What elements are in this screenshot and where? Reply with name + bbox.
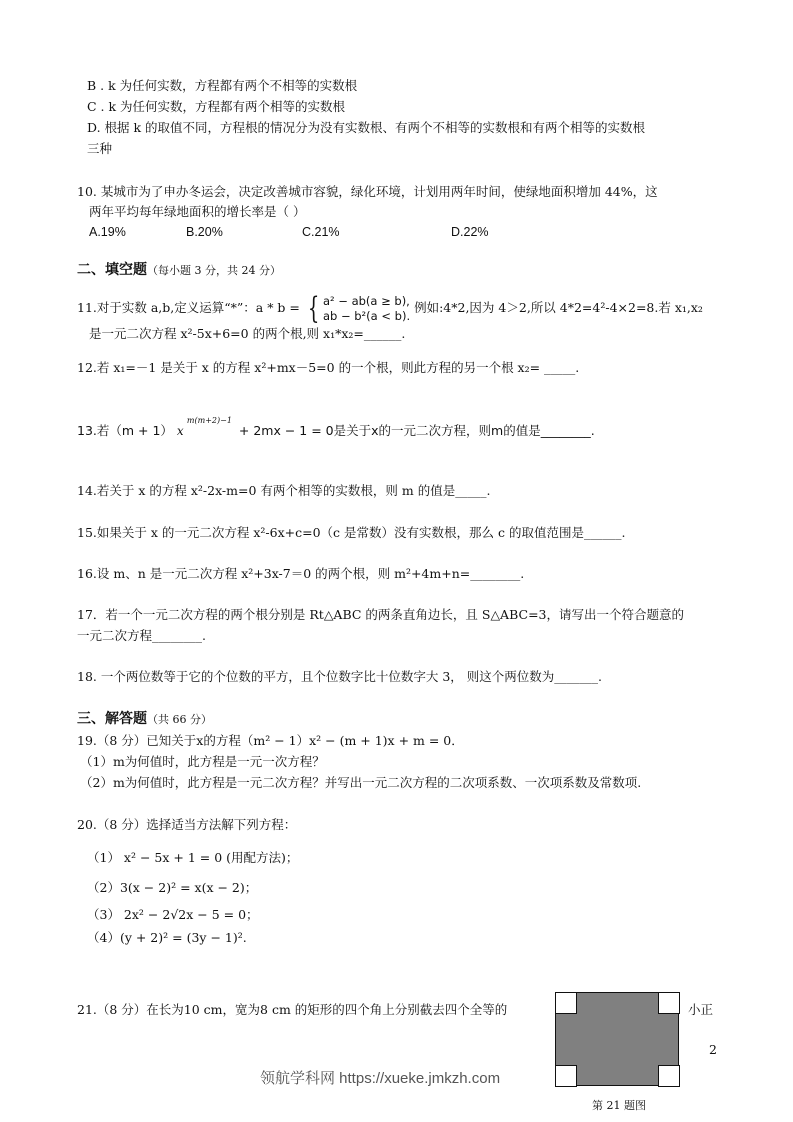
- section2-note: （每小题 3 分，共 24 分）: [147, 264, 281, 277]
- q14-text: 14.若关于 x 的方程 x²-2x-m=0 有两个相等的实数根，则 m 的值是_____.: [77, 483, 491, 498]
- q9-option-b: B . k 为任何实数，方程都有两个不相等的实数根: [87, 78, 358, 93]
- q13-prefix: 13.若（m + 1）: [77, 423, 173, 438]
- q10-option-d: D.22%: [451, 225, 489, 239]
- q15-text: 15.如果关于 x 的一元二次方程 x²-6x+c=0（c 是常数）没有实数根，那么 c 的取值范围是______.: [77, 525, 626, 540]
- q18-text: 18. 一个两位数等于它的个位数的平方，且个位数字比十位数字大 3， 则这个两位数为_______.: [77, 669, 602, 684]
- q13-base: x: [176, 424, 184, 438]
- q19-line2: （1）m为何值时，此方程是一元一次方程？: [80, 754, 325, 769]
- q21-text-tail: 小正: [688, 1002, 714, 1017]
- q20-intro: 20.（8 分）选择适当方法解下列方程：: [77, 817, 297, 832]
- q17-line2: 一元二次方程________.: [77, 628, 206, 643]
- q21-corner-top-left: [555, 992, 577, 1014]
- q13-exponent: m(m+2)−1: [186, 416, 232, 425]
- q9-option-d-line1: D. 根据 k 的取值不同，方程根的情况分为没有实数根、有两个不相等的实数根和有两个相等的实数根: [87, 120, 646, 135]
- q11-line1: [77, 291, 703, 325]
- q11-brace: {: [307, 290, 320, 326]
- q21-text: 21.（8 分）在长为10 cm，宽为8 cm 的矩形的四个角上分别截去四个全等的: [77, 1002, 508, 1017]
- section3-title: 三、解答题: [77, 711, 147, 727]
- q19-line3: （2）m为何值时，此方程是一元二次方程？并写出一元二次方程的二次项系数、一次项系数及常数项.: [80, 775, 642, 790]
- q11-line2: 是一元二次方程 x²-5x+6=0 的两个根,则 x₁*x₂=______.: [89, 326, 406, 341]
- q19-line1: 19.（8 分）已知关于x的方程（m² − 1）x² − (m + 1)x + m = 0．: [77, 733, 464, 748]
- q11-case2: ab − b²(a < b).: [322, 308, 411, 323]
- q21-corner-bottom-right: [658, 1065, 680, 1087]
- q10-option-a: A.19%: [89, 225, 126, 239]
- q9-option-c: C . k 为任何实数，方程都有两个相等的实数根: [87, 99, 346, 114]
- page-number: 2: [709, 1042, 717, 1057]
- q12-text: 12.若 x₁=－1 是关于 x 的方程 x²+mx－5=0 的一个根，则此方程的另一个根 x₂= _____.: [77, 360, 580, 375]
- q21-figure-caption: 第 21 题图: [592, 1099, 646, 1112]
- q16-text: 16.设 m、n 是一元二次方程 x²+3x-7＝0 的两个根，则 m²+4m+n=________.: [77, 566, 525, 581]
- watermark: 领航学科网 https://xueke.jmkzh.com: [260, 1070, 501, 1087]
- q21-corner-top-right: [658, 992, 680, 1014]
- q10-option-b: B.20%: [186, 225, 223, 239]
- q20-part4: （4）(y + 2)² = (3y − 1)².: [87, 930, 247, 945]
- q10-line1: 10. 某城市为了申办冬运会，决定改善城市容貌，绿化环境，计划用两年时间，使绿地面积增加 44%，这: [77, 184, 658, 199]
- q11-cases: [323, 294, 410, 324]
- section3-heading: [77, 711, 212, 728]
- q20-part1: （1） x² − 5x + 1 = 0 (用配方法)；: [87, 850, 299, 865]
- q20-part3: （3） 2x² − 2√2x − 5 = 0；: [87, 907, 259, 922]
- q11-case1: a² − ab(a ≥ b),: [322, 293, 410, 308]
- q17-line1: 17．若一个一元二次方程的两个根分别是 Rt△ABC 的两条直角边长，且 S△ABC=3，请写出一个符合题意的: [77, 607, 684, 622]
- q10-option-c: C.21%: [302, 225, 340, 239]
- q11-suffix: 例如:4*2,因为 4＞2,所以 4*2=4²-4×2=8.若 x₁,x₂: [414, 300, 703, 315]
- q11-prefix: 11.对于实数 a,b,定义运算“*”：a * b =: [77, 300, 300, 315]
- q21-corner-bottom-left: [555, 1065, 577, 1087]
- q13-line: [77, 416, 595, 439]
- section2-heading: [77, 262, 281, 279]
- q13-suffix: + 2mx − 1 = 0是关于x的一元二次方程，则m的值是________.: [238, 423, 595, 438]
- q10-line2: 两年平均每年绿地面积的增长率是（ ）: [89, 204, 306, 219]
- section3-note: （共 66 分）: [147, 713, 212, 726]
- q21-figure: [555, 992, 679, 1086]
- section2-title: 二、填空题: [77, 262, 147, 278]
- q9-option-d-line2: 三种: [87, 141, 113, 156]
- q20-part2: （2）3(x − 2)² = x(x − 2)；: [87, 880, 258, 895]
